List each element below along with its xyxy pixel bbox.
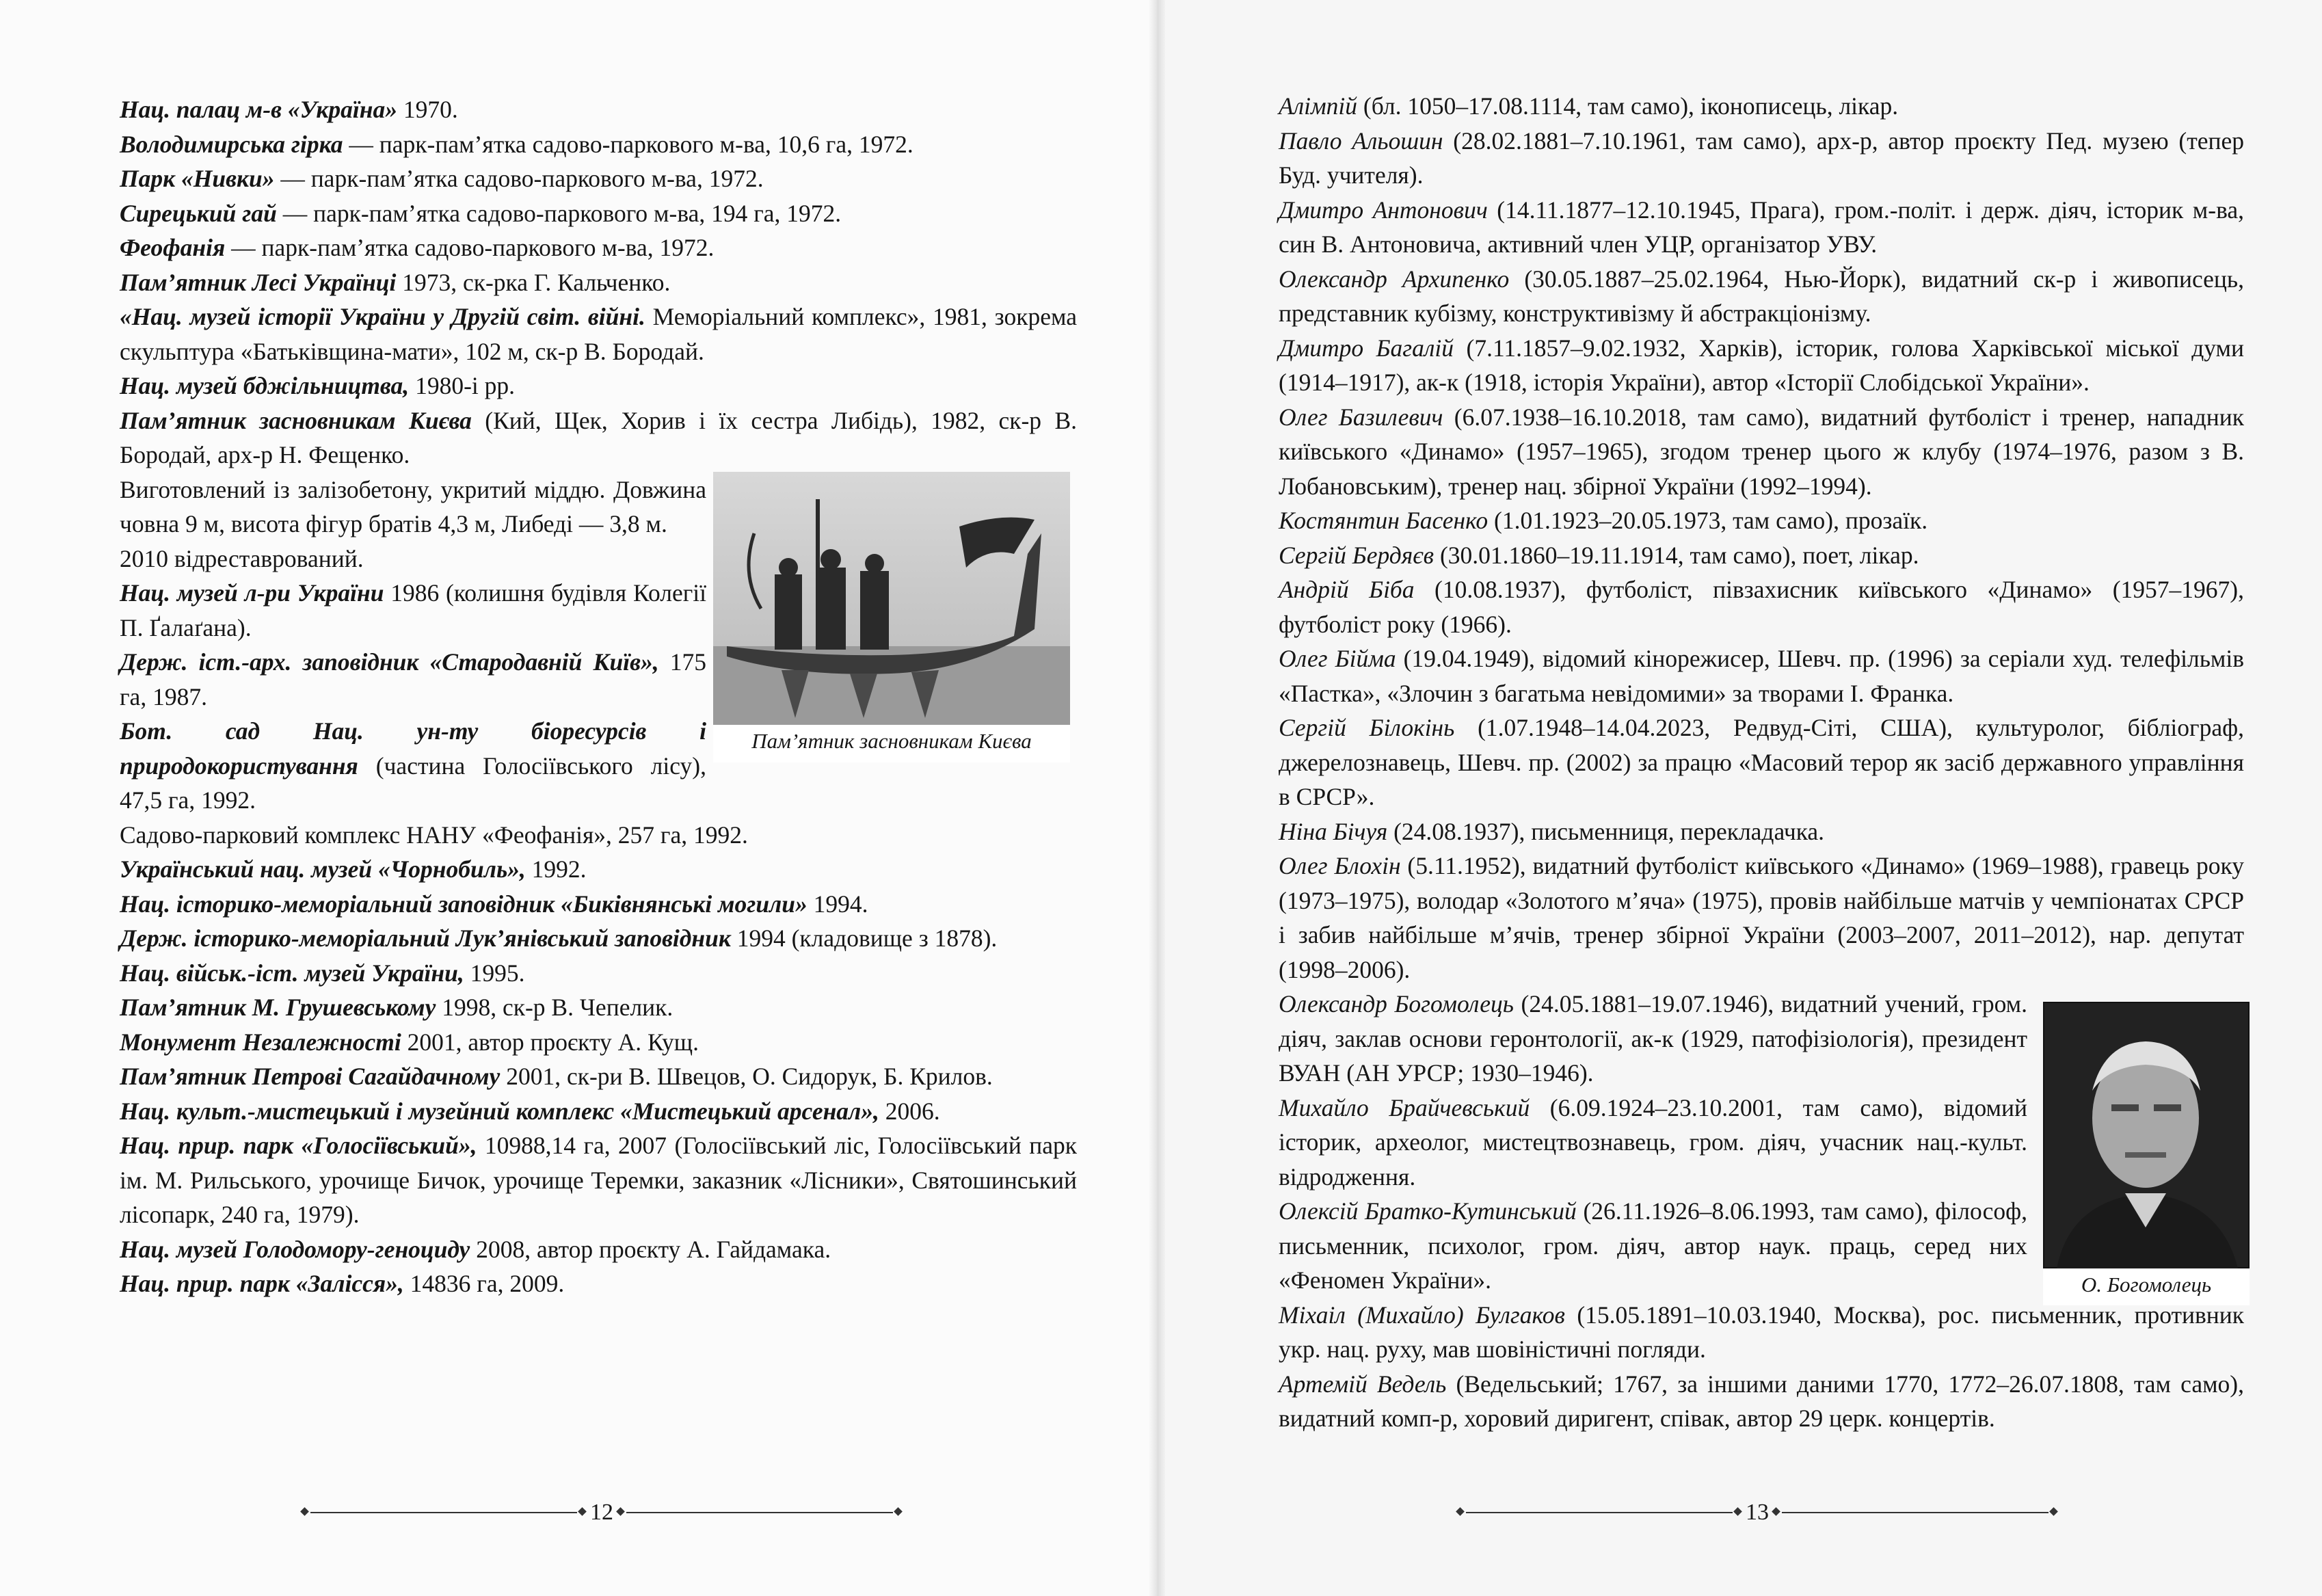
left-entry: Нац. музей бджільництва, 1980-і рр. [120,372,515,399]
right-footer [1456,1499,2058,1526]
left-entry: Держ. іст.-арх. заповідник «Стародавній Київ», 175 га, 1987. [120,648,707,710]
right-entry: Олександр Богомолець (24.05.1881–19.07.1946), видатний учений, гром. діяч, заклав основи геронтології, ак-к (1929, патофізіологія), президент ВУАН (АН УРСР; 1930–1946). [1279,990,2028,1087]
right-entry: Олексій Братко-Кутинський (26.11.1926–8.06.1993, там само), філософ, письменник, психолог, гром. діяч, автор наук. праць, серед них «Феномен України». [1279,1197,2027,1294]
left-column [120,92,1077,1301]
left-entry: Нац. музей Голодомору-геноциду 2008, автор проєкту А. Гайдамака. [120,1235,831,1263]
left-entry: Нац. прир. парк «Залісся», 14836 га, 2009. [120,1270,565,1297]
right-entry: Ніна Бічуя (24.08.1937), письменниця, перекладачка. [1279,817,1825,845]
left-entry: Парк «Нивки» — парк-пам’ятка садово-паркового м-ва, 1972. [120,165,764,192]
book-spine [1149,0,1165,1596]
left-entry: Пам’ятник М. Грушевському 1998, ск-р В. Чепелик. [120,994,673,1021]
left-entry: Виготовлений із залізобетону, укритий міддю. Довжина човна 9 м, висота фігур братів 4,3 м, Либеді — 3,8 м. [120,475,706,537]
left-entry: Феофанія — парк-пам’ятка садово-паркового м-ва, 1972. [120,234,715,261]
right-entry: Андрій Біба (10.08.1937), футболіст, півзахисник київського «Динамо» (1957–1967), футболіст року (1966). [1279,576,2244,638]
left-entry: Сирецький гай — парк-пам’ятка садово-паркового м-ва, 194 га, 1972. [120,199,842,227]
left-entry: Бот. сад Нац. ун-ту біоресурсів і природокористування (частина Голосіївського лісу), 47,5 га, 1992. [120,717,706,814]
left-entry: Держ. історико-меморіальний Лук’янівський заповідник 1994 (кладовище з 1878). [120,925,998,952]
left-entry: Пам’ятник Лесі Українці 1973, ск-рка Г. Кальченко. [120,268,671,296]
right-entry: Дмитро Багалій (7.11.1857–9.02.1932, Харків), історик, голова Харківської міської думи (1914–1917), ак-к (1918, історія України), автор «Історії Слобідської України». [1279,334,2245,396]
left-entry: Монумент Незалежності 2001, автор проєкту А. Кущ. [120,1028,699,1056]
diamond-ornament-icon [301,1508,309,1516]
right-entry: Сергій Білокінь (1.07.1948–14.04.2023, Редвуд-Сіті, США), культуролог, бібліограф, джерелознавець, Шевч. пр. (2002) за працю «Масовий терор як засіб державного управління в СРСР». [1279,714,2244,810]
footer-rule [310,1512,577,1513]
left-entry: Пам’ятник засновникам Києва (Кий, Щек, Хорив і їх сестра Либідь), 1982, ск-р В. Бородай, арх-р Н. Фещенко. [120,406,1077,468]
right-entry: Олег Базилевич (6.07.1938–16.10.2018, там само), видатний футболіст і тренер, нападник київського «Динамо» (1957–1965), згодом тренер цього ж клубу (1974–1976, разом з В. Лобановським), тренер нац. збірної України (1992–1994). [1279,403,2244,500]
right-entry: Олександр Архипенко (30.05.1887–25.02.1964, Нью-Йорк), видатний ск-р і живописець, представник кубізму, конструктивізму й абстракціонізму. [1279,265,2244,327]
diamond-ornament-icon [2050,1508,2058,1516]
left-entry: Нац. прир. парк «Голосіївський», 10988,14 га, 2007 (Голосіївський ліс, Голосіївський парк ім. М. Рильського, урочище Бичок, урочище Теремки, заказник «Лісники», Святошинський лісопарк, 240 га, 1979). [120,1132,1078,1228]
left-footer [301,1499,903,1526]
left-entry: Нац. музей л-ри України 1986 (колишня будівля Колегії П. Ґалаґана). [120,579,706,641]
right-entry: Михайло Брайчевський (6.09.1924–23.10.2001, там само), відомий історик, археолог, мистецтвознавець, гром. діяч, учасник нац.-культ. відродження. [1279,1093,2027,1191]
right-column [1279,89,2244,1436]
left-entry: 2010 відреставрований. [120,544,364,572]
page-number-left: 12 [590,1500,613,1525]
right-entry: Дмитро Антонович (14.11.1877–12.10.1945, Прага), гром.-політ. і держ. діяч, історик м-ва, син В. Антоновича, активний член УЦР, організатор УВУ. [1279,196,2244,258]
footer-rule [1782,1512,2049,1513]
left-entry: Нац. історико-меморіальний заповідник «Биківнянські могили» 1994. [120,890,868,918]
right-entry: Сергій Бердяєв (30.01.1860–19.11.1914, там само), поет, лікар. [1279,541,1919,569]
diamond-ornament-icon [1456,1508,1465,1516]
portrait-caption: О. Богомолець [2081,1273,2212,1296]
left-entry: Український нац. музей «Чорнобиль», 1992. [120,855,587,883]
right-entry: Міхаіл (Михайло) Булгаков (15.05.1891–10.03.1940, Москва), рос. письменник, противник укр. нац. руху, мав шовіністичні погляди. [1279,1301,2244,1363]
diamond-ornament-icon [617,1508,625,1516]
right-entry: Артемій Ведель (Ведельський; 1767, за іншими даними 1770, 1772–26.07.1808, там само), видатний комп-р, хоровий диригент, співак, автор 29 церк. концертів. [1279,1370,2244,1432]
diamond-ornament-icon [894,1508,903,1516]
left-entry: «Нац. музей історії України у Другій світ. війні. Меморіальний комплекс», 1981, зокрема скульптура «Батьківщина-мати», 102 м, ск-р В. Бородай. [120,303,1077,365]
left-entry: Пам’ятник Петрові Сагайдачному 2001, ск-ри В. Швецов, О. Сидорук, Б. Крилов. [120,1063,993,1090]
right-entry: Олег Блохін (5.11.1952), видатний футболіст київського «Динамо» (1969–1988), гравець року (1973–1975), володар «Золотого м’яча» (1975), провів найбільше матчів у чемпіонатах СРСР і забив найбільше м’ячів, тренер збірної України (2003–2007, 2011–2012), нар. депутат (1998–2006). [1279,852,2245,983]
monument-caption: Пам’ятник засновникам Києва [751,729,1032,753]
left-entry: Нац. культ.-мистецький і музейний комплекс «Мистецький арсенал», 2006. [120,1097,940,1125]
left-entry: Володимирська гірка — парк-пам’ятка садово-паркового м-ва, 10,6 га, 1972. [120,130,913,158]
right-entry: Алімпій (бл. 1050–17.08.1114, там само), іконописець, лікар. [1279,92,1899,120]
footer-rule [1466,1512,1733,1513]
diamond-ornament-icon [1772,1508,1780,1516]
page-number-right: 13 [1746,1500,1769,1525]
right-entry: Павло Альошин (28.02.1881–7.10.1961, там само), арх-р, автор проєкту Пед. музею (тепер Буд. учителя). [1279,127,2244,189]
left-entry: Нац. військ.-іст. музей України, 1995. [120,959,525,987]
left-entry: Садово-парковий комплекс НАНУ «Феофанія», 257 га, 1992. [120,821,748,849]
right-entry: Олег Бійма (19.04.1949), відомий кінорежисер, Шевч. пр. (1996) за серіали худ. телефільмів «Пастка», «Злочин з багатьма невідомими» за творами І. Франка. [1279,645,2244,707]
right-entry: Костянтин Басенко (1.01.1923–20.05.1973, там само), прозаїк. [1279,507,1928,534]
left-entry: Нац. палац м-в «Україна» 1970. [120,96,458,123]
footer-rule [626,1512,893,1513]
